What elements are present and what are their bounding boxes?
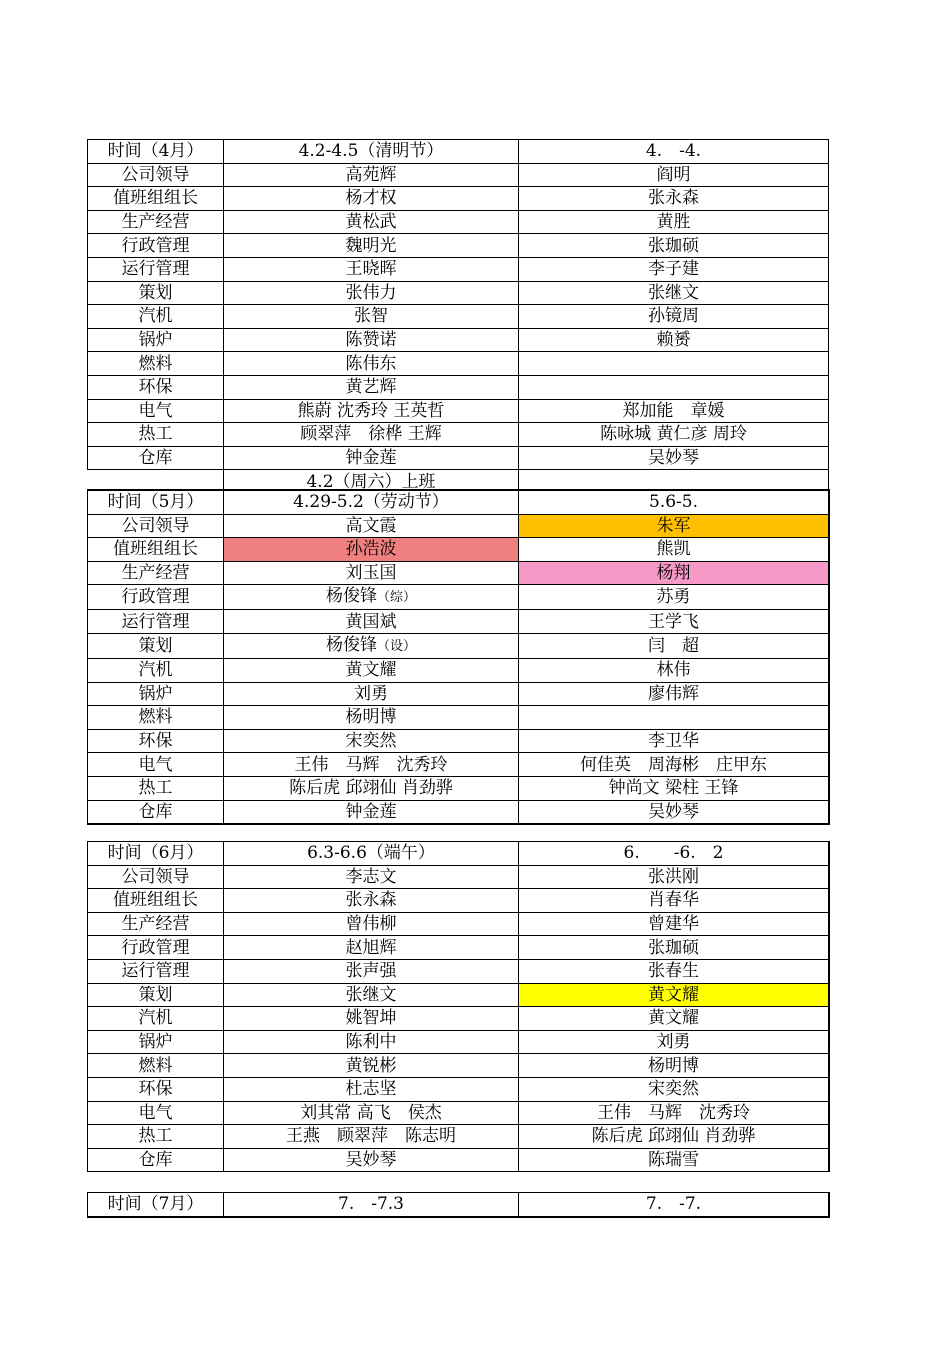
table-row <box>88 936 830 960</box>
duty-cell[interactable]: 张声强 <box>224 959 519 983</box>
duty-cell[interactable]: 顾翠萍 徐桦 王辉 <box>224 423 519 447</box>
duty-cell[interactable] <box>519 352 829 376</box>
duty-cell[interactable]: 张珈硕 <box>519 234 829 258</box>
table-row <box>88 446 829 470</box>
duty-cell[interactable]: 姚智坤 <box>224 1007 519 1031</box>
duty-cell[interactable]: 熊凯 <box>519 538 830 562</box>
role-cell[interactable]: 环保 <box>88 375 224 399</box>
role-cell[interactable]: 行政管理 <box>88 234 224 258</box>
role-cell[interactable]: 汽机 <box>88 305 224 329</box>
may-duty-table <box>87 489 830 825</box>
duty-cell[interactable]: 杨明博 <box>519 1054 830 1078</box>
role-cell[interactable]: 电气 <box>88 399 224 423</box>
july-header-row <box>88 1193 830 1217</box>
table-row <box>88 753 830 777</box>
role-cell[interactable]: 值班组组长 <box>88 889 224 913</box>
table-row <box>88 658 830 682</box>
duty-cell[interactable]: 郑加能 章媛 <box>519 399 829 423</box>
table-row <box>88 538 830 562</box>
header-cell[interactable]: 6. -6. 2 <box>519 842 830 866</box>
may-header-row <box>88 490 830 514</box>
duty-name: 杨俊锋 <box>325 634 377 655</box>
table-row <box>88 561 830 585</box>
header-cell[interactable]: 时间（4月） <box>88 140 224 164</box>
header-cell[interactable]: 5.6-5. <box>519 490 830 514</box>
role-cell[interactable]: 汽机 <box>88 658 224 682</box>
role-cell[interactable]: 热工 <box>88 1125 224 1149</box>
duty-cell[interactable]: 曾建华 <box>519 912 830 936</box>
role-cell[interactable]: 生产经营 <box>88 912 224 936</box>
duty-suffix: （设） <box>376 638 416 654</box>
duty-cell[interactable]: 杨明博 <box>224 706 519 730</box>
duty-cell[interactable]: 赵旭辉 <box>224 936 519 960</box>
duty-cell[interactable]: 王晓晖 <box>224 257 519 281</box>
duty-cell[interactable]: 张智 <box>224 305 519 329</box>
duty-cell[interactable] <box>519 706 830 730</box>
duty-cell[interactable]: 黄锐彬 <box>224 1054 519 1078</box>
duty-cell[interactable]: 黄松武 <box>224 210 519 234</box>
june-header-row <box>88 842 830 866</box>
header-cell[interactable]: 6.3-6.6（端午） <box>224 842 519 866</box>
role-cell[interactable]: 电气 <box>88 753 224 777</box>
table-row <box>88 682 830 706</box>
role-cell[interactable]: 公司领导 <box>88 163 224 187</box>
april-duty-table <box>87 139 829 493</box>
duty-cell[interactable]: 赖赟 <box>519 328 829 352</box>
table-row <box>88 210 829 234</box>
duty-cell[interactable]: 高苑辉 <box>224 163 519 187</box>
role-cell[interactable]: 燃料 <box>88 706 224 730</box>
duty-cell[interactable]: 张永森 <box>224 889 519 913</box>
duty-cell[interactable]: 黄文耀 <box>224 658 519 682</box>
table-row <box>88 1077 830 1101</box>
role-cell[interactable]: 生产经营 <box>88 561 224 585</box>
role-cell[interactable]: 公司领导 <box>88 514 224 538</box>
duty-cell-highlighted[interactable]: 朱军 <box>519 514 830 538</box>
header-cell[interactable]: 4. -4. <box>519 140 829 164</box>
role-cell[interactable]: 燃料 <box>88 352 224 376</box>
table-row <box>88 889 830 913</box>
june-duty-table <box>87 841 830 1172</box>
duty-cell[interactable]: 黄艺辉 <box>224 375 519 399</box>
duty-cell[interactable]: 钟金莲 <box>224 446 519 470</box>
role-cell[interactable]: 环保 <box>88 729 224 753</box>
duty-cell[interactable]: 李子建 <box>519 257 829 281</box>
duty-cell[interactable]: 钟金莲 <box>224 800 519 824</box>
duty-cell[interactable]: 张伟力 <box>224 281 519 305</box>
table-row <box>88 1007 830 1031</box>
duty-cell[interactable]: 王学飞 <box>519 610 830 634</box>
duty-cell[interactable]: 李卫华 <box>519 729 830 753</box>
duty-cell-highlighted[interactable]: 杨翔 <box>519 561 830 585</box>
july-duty-table <box>87 1192 830 1218</box>
role-cell[interactable]: 燃料 <box>88 1054 224 1078</box>
table-row <box>88 1125 830 1149</box>
duty-cell[interactable]: 杨才权 <box>224 187 519 211</box>
note-cell[interactable]: 4.2（周六）上班 <box>224 470 519 493</box>
table-row <box>88 912 830 936</box>
duty-cell[interactable] <box>224 585 519 610</box>
duty-cell[interactable]: 张继文 <box>519 281 829 305</box>
duty-cell[interactable]: 孙镜周 <box>519 305 829 329</box>
duty-suffix: （综） <box>376 590 416 606</box>
duty-cell[interactable]: 陈后虎 邱翊仙 肖劲骅 <box>224 776 519 800</box>
duty-cell[interactable]: 吴妙琴 <box>519 800 830 824</box>
duty-cell[interactable]: 张春生 <box>519 959 830 983</box>
table-row <box>88 610 830 634</box>
table-row <box>88 514 830 538</box>
header-cell[interactable]: 4.2-4.5（清明节） <box>224 140 519 164</box>
table-row <box>88 375 829 399</box>
header-cell[interactable]: 时间（7月） <box>88 1193 224 1217</box>
duty-cell[interactable] <box>519 375 829 399</box>
duty-cell[interactable]: 刘勇 <box>224 682 519 706</box>
duty-cell[interactable]: 熊蔚 沈秀玲 王英哲 <box>224 399 519 423</box>
role-cell[interactable]: 行政管理 <box>88 585 224 610</box>
duty-cell[interactable]: 陈瑞雪 <box>519 1148 830 1172</box>
role-cell[interactable]: 运行管理 <box>88 610 224 634</box>
header-cell[interactable]: 时间（5月） <box>88 490 224 514</box>
duty-cell[interactable]: 何佳英 周海彬 庄甲东 <box>519 753 830 777</box>
duty-cell[interactable]: 杜志坚 <box>224 1077 519 1101</box>
table-row <box>88 1030 830 1054</box>
role-cell[interactable]: 仓库 <box>88 800 224 824</box>
duty-cell[interactable]: 刘玉国 <box>224 561 519 585</box>
duty-cell[interactable]: 王伟 马辉 沈秀玲 <box>519 1101 830 1125</box>
table-row <box>88 423 829 447</box>
role-cell[interactable]: 锅炉 <box>88 682 224 706</box>
role-cell[interactable]: 热工 <box>88 776 224 800</box>
duty-cell[interactable]: 苏勇 <box>519 585 830 610</box>
table-row <box>88 1101 830 1125</box>
header-cell[interactable]: 7. -7.3 <box>224 1193 519 1217</box>
duty-cell[interactable]: 曾伟柳 <box>224 912 519 936</box>
duty-cell[interactable]: 廖伟辉 <box>519 682 830 706</box>
duty-cell[interactable]: 林伟 <box>519 658 830 682</box>
duty-cell[interactable]: 王伟 马辉 沈秀玲 <box>224 753 519 777</box>
duty-cell[interactable]: 阎明 <box>519 163 829 187</box>
duty-cell[interactable]: 张继文 <box>224 983 519 1007</box>
role-cell[interactable]: 运行管理 <box>88 959 224 983</box>
duty-cell[interactable]: 宋奕然 <box>519 1077 830 1101</box>
duty-cell[interactable]: 肖春华 <box>519 889 830 913</box>
duty-cell[interactable] <box>224 633 519 658</box>
table-row <box>88 865 830 889</box>
duty-cell[interactable]: 刘勇 <box>519 1030 830 1054</box>
table-row <box>88 729 830 753</box>
duty-cell[interactable]: 陈赞诺 <box>224 328 519 352</box>
header-cell[interactable]: 4.29-5.2（劳动节） <box>224 490 519 514</box>
duty-cell-highlighted[interactable]: 孙浩波 <box>224 538 519 562</box>
duty-cell[interactable]: 高文霞 <box>224 514 519 538</box>
duty-cell[interactable]: 张珈硕 <box>519 936 830 960</box>
role-cell[interactable]: 策划 <box>88 281 224 305</box>
duty-cell[interactable]: 刘其常 高飞 侯杰 <box>224 1101 519 1125</box>
role-cell[interactable]: 电气 <box>88 1101 224 1125</box>
role-cell[interactable]: 值班组组长 <box>88 538 224 562</box>
role-cell[interactable]: 锅炉 <box>88 328 224 352</box>
table-row <box>88 633 830 658</box>
role-cell[interactable]: 汽机 <box>88 1007 224 1031</box>
duty-cell[interactable]: 张永森 <box>519 187 829 211</box>
duty-cell[interactable]: 陈咏城 黄仁彦 周玲 <box>519 423 829 447</box>
table-row <box>88 352 829 376</box>
table-row <box>88 706 830 730</box>
header-cell[interactable]: 时间（6月） <box>88 842 224 866</box>
duty-cell[interactable]: 宋奕然 <box>224 729 519 753</box>
table-row <box>88 163 829 187</box>
role-cell[interactable]: 仓库 <box>88 446 224 470</box>
role-cell[interactable]: 策划 <box>88 633 224 658</box>
duty-name: 杨俊锋 <box>325 586 377 607</box>
table-row <box>88 281 829 305</box>
role-cell[interactable]: 锅炉 <box>88 1030 224 1054</box>
duty-cell[interactable]: 黄胜 <box>519 210 829 234</box>
table-row <box>88 776 830 800</box>
role-cell[interactable]: 行政管理 <box>88 936 224 960</box>
role-cell[interactable]: 生产经营 <box>88 210 224 234</box>
table-row <box>88 257 829 281</box>
duty-cell[interactable]: 吴妙琴 <box>224 1148 519 1172</box>
table-row <box>88 234 829 258</box>
header-cell[interactable]: 7. -7. <box>519 1193 830 1217</box>
duty-cell[interactable]: 吴妙琴 <box>519 446 829 470</box>
april-header-row <box>88 140 829 164</box>
duty-cell-highlighted[interactable]: 黄文耀 <box>519 983 830 1007</box>
duty-cell[interactable]: 陈后虎 邱翊仙 肖劲骅 <box>519 1125 830 1149</box>
duty-cell[interactable]: 王燕 顾翠萍 陈志明 <box>224 1125 519 1149</box>
duty-cell[interactable]: 陈伟东 <box>224 352 519 376</box>
table-row <box>88 585 830 610</box>
duty-cell[interactable]: 陈利中 <box>224 1030 519 1054</box>
duty-cell[interactable]: 张洪刚 <box>519 865 830 889</box>
role-cell[interactable]: 热工 <box>88 423 224 447</box>
duty-cell[interactable]: 黄国斌 <box>224 610 519 634</box>
duty-cell[interactable]: 闫 超 <box>519 633 830 658</box>
table-row <box>88 305 829 329</box>
table-row <box>88 983 830 1007</box>
role-cell[interactable]: 环保 <box>88 1077 224 1101</box>
duty-cell[interactable]: 黄文耀 <box>519 1007 830 1031</box>
duty-cell[interactable]: 魏明光 <box>224 234 519 258</box>
role-cell[interactable]: 运行管理 <box>88 257 224 281</box>
table-row <box>88 1054 830 1078</box>
duty-cell[interactable]: 钟尚文 梁柱 王锋 <box>519 776 830 800</box>
table-row <box>88 187 829 211</box>
table-row <box>88 1148 830 1172</box>
table-row <box>88 800 830 824</box>
table-row <box>88 959 830 983</box>
role-cell[interactable]: 策划 <box>88 983 224 1007</box>
table-row <box>88 399 829 423</box>
role-cell[interactable]: 仓库 <box>88 1148 224 1172</box>
duty-cell[interactable]: 李志文 <box>224 865 519 889</box>
role-cell[interactable]: 公司领导 <box>88 865 224 889</box>
table-row <box>88 328 829 352</box>
role-cell[interactable]: 值班组组长 <box>88 187 224 211</box>
